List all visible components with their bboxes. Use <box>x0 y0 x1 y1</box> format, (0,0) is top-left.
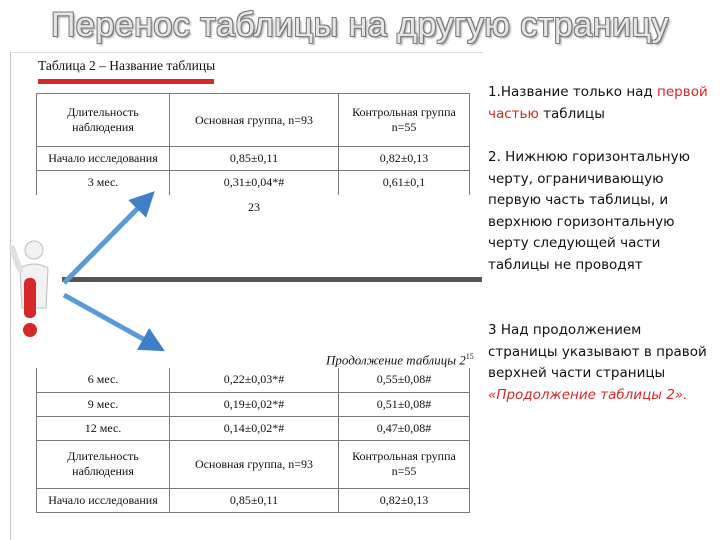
table-cell: 0,85±0,11 <box>170 488 339 512</box>
table-cell: Начало исследования <box>37 488 170 512</box>
continuation-label-text: Продолжение таблицы 2 <box>326 352 466 368</box>
table-cell: 3 мес. <box>37 171 170 195</box>
header-cell: Длительность наблюдения <box>37 94 170 147</box>
header-cell: Контрольная группа n=55 <box>339 440 470 488</box>
table-cell: 12 мес. <box>37 416 170 440</box>
table-cell: 0,82±0,13 <box>339 488 470 512</box>
note-2: 2. Нижнюю горизонтальную черту, ограничивающую первую часть таблицы, и верхнюю горизонтальную черту следующей части таблицы не проводят <box>488 149 690 273</box>
note-1-suffix: таблицы <box>538 105 605 122</box>
table-cell: 0,55±0,08# <box>339 368 470 392</box>
header-cell: Контрольная группа n=55 <box>339 94 470 147</box>
header-cell: Длительность наблюдения <box>37 440 170 488</box>
note-1-highlight: первой частью <box>488 84 708 122</box>
page-number: 23 <box>248 200 260 214</box>
note-3-text: 3 Над продолжением страницы указывают в правой верхней части страницы <box>488 322 707 381</box>
arrow-up <box>64 200 146 283</box>
header-cell: Основная группа, n=93 <box>170 440 339 488</box>
table-cell: 0,61±0,1 <box>339 171 470 195</box>
table-caption: Таблица 2 – Название таблицы <box>38 58 216 73</box>
table-cell: 0,47±0,08# <box>339 416 470 440</box>
table-cell: 6 мес. <box>37 368 170 392</box>
table-cell: 0,19±0,02*# <box>170 392 339 416</box>
note-3-highlight: «Продолжение таблицы 2». <box>488 386 688 403</box>
slide-title: Перенос таблицы на другую страницу <box>50 6 669 44</box>
table-cell: 0,22±0,03*# <box>170 368 339 392</box>
continuation-superscript: 15 <box>465 352 474 361</box>
note-1 <box>488 82 710 125</box>
table-cell: 0,31±0,04*# <box>170 171 339 195</box>
table-cell: 0,85±0,11 <box>170 147 339 171</box>
table-cell: 0,51±0,08# <box>339 392 470 416</box>
exclamation-person-icon <box>6 238 62 342</box>
table-cell: 9 мес. <box>37 392 170 416</box>
arrow-down <box>64 295 154 345</box>
header-cell: Основная группа, n=93 <box>170 94 339 147</box>
table-cell: 0,14±0,02*# <box>170 416 339 440</box>
note-1-text: 1.Название только над <box>488 84 658 100</box>
table-cell: Начало исследования <box>37 147 170 171</box>
note-3 <box>488 320 710 406</box>
table-cell: 0,82±0,13 <box>339 147 470 171</box>
